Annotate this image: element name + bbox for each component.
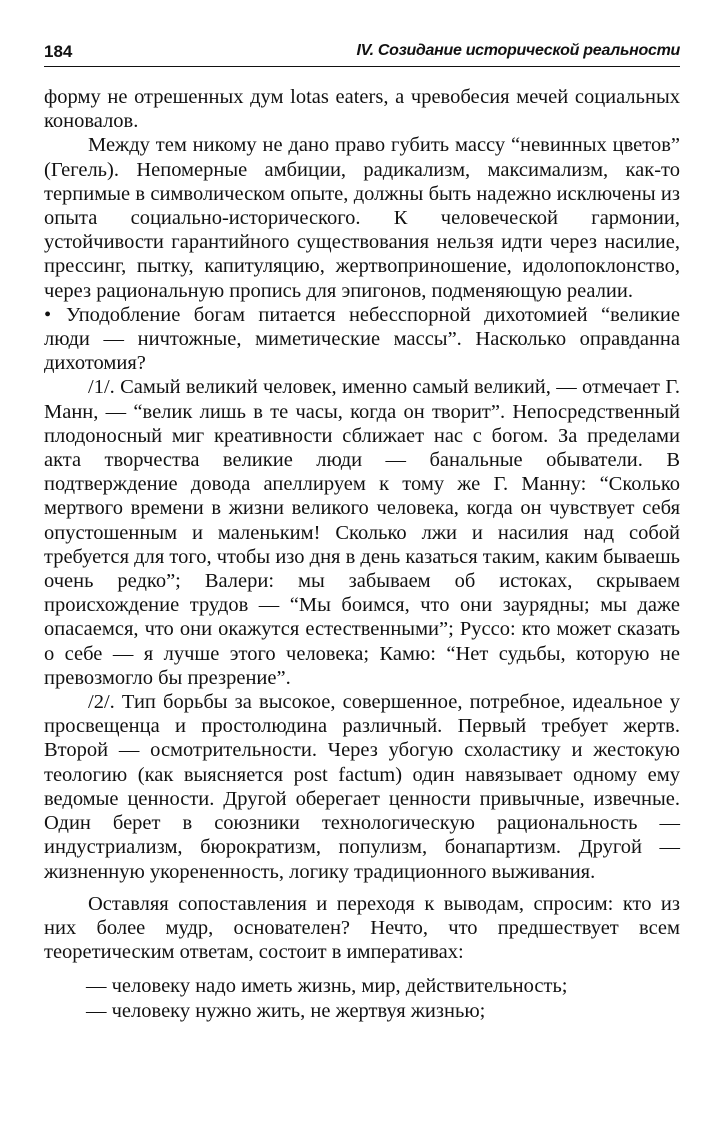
imperatives-list <box>44 974 680 1022</box>
paragraph: Между тем никому не дано право губить массу “невинных цветов” (Гегель). Непомерные амбиции, радикализм, максимализм, как-то терпимые в символическом опыте, должны быть надежно исключены из опыта социально-исторического. К человеческой гармонии, устойчивости гарантийного существования нельзя идти через насилие, прессинг, пытку, капитуляцию, жертвоприношение, идолопоклонство, через рациональную пропись для эпигонов, подменяющую реалии. <box>44 134 680 302</box>
paragraph-point-1: /1/. Самый великий человек, именно самый великий, — отмечает Г. Манн, — “велик лишь в те часы, когда он творит”. Непосредственный плодоносный миг креативности сближает нас с богом. За пределами акта творчества великие люди — банальные обыватели. В подтверждение довода апеллируем к тому же Г. Манну: “Сколько мертвого времени в жизни великого человека, когда он чувствует себя опустошенным и маленьким! Сколько лжи и насилия над собой требуется для того, чтобы изо дня в день казаться таким, каким бываешь очень редко”; Валери: мы забываем об истоках, скрываем происхождение трудов — “Мы боимся, что они заурядны; мы даже опасаемся, что они окажутся естественными”; Руссо: кто может сказать о себе — я лучше этого человека; Камю: “Нет судьбы, которую не превозмогло бы презрение”. <box>44 376 680 689</box>
paragraph-conclusion: Оставляя сопоставления и переходя к выводам, спросим: кто из них более мудр, основателен? Нечто, что предшествует всем теоретическим ответам, состоит в императивах: <box>44 892 680 964</box>
list-item: — человеку надо иметь жизнь, мир, действительность; <box>86 975 568 998</box>
chapter-title: IV. Созидание исторической реальности <box>356 42 680 59</box>
book-page <box>44 40 680 1023</box>
bullet-marker: • <box>44 303 52 326</box>
paragraph-point-2: /2/. Тип борьбы за высокое, совершенное, потребное, идеальное у просвещенца и простолюдина различный. Первый требует жертв. Второй — осмотрительности. Через убогую схоластику и жестокую теологию (как выясняется post factum) один навязывает одному ему ведомые ценности. Другой оберегает ценности привычные, извечные. Один берет в союзники технологическую рациональность — индустриализм, бюрократизм, популизм, бонапартизм. Другой — жизненную укорененность, логику традиционного выживания. <box>44 691 680 883</box>
running-header <box>44 40 680 67</box>
page-number: 184 <box>44 42 73 61</box>
bullet-paragraph-text: Уподобление богам питается небесспорной дихотомией “великие люди — ничтожные, миметические массы”. Насколько оправданна дихотомия? <box>44 303 680 375</box>
paragraph-continuation: форму не отрешенных дум lotas eaters, а чревобесия мечей социальных коновалов. <box>44 86 680 133</box>
body-text <box>44 85 680 1023</box>
bullet-paragraph <box>44 303 680 376</box>
list-item: — человеку нужно жить, не жертвуя жизнью; <box>86 999 486 1022</box>
